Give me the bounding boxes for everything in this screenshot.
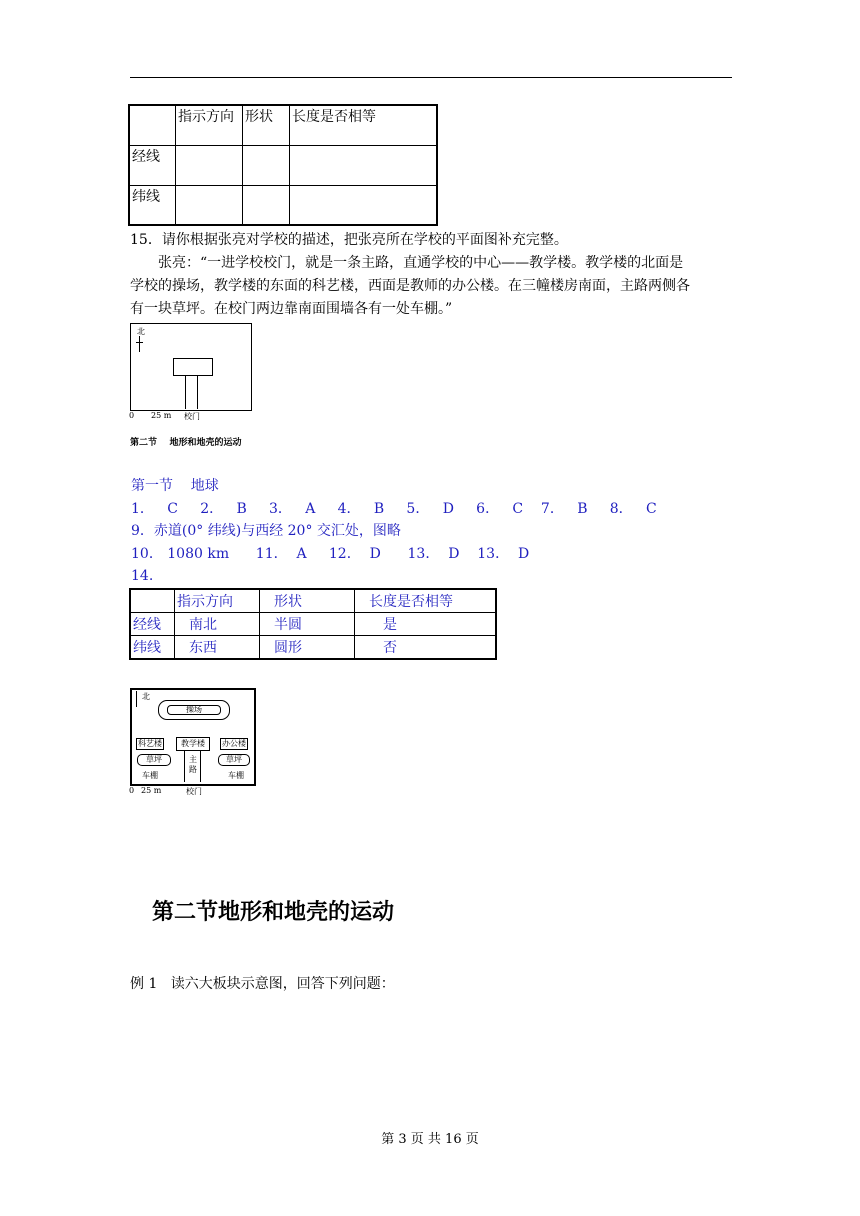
office-building: 办公楼 [222, 739, 246, 748]
teaching-building: 教学楼 [176, 737, 210, 751]
table-cell: 否 [355, 636, 497, 660]
table-cell [243, 145, 290, 185]
table-cell: 半圆 [260, 613, 355, 636]
lawn-left: 草坪 [137, 754, 171, 766]
science-building: 科艺楼 [138, 739, 162, 748]
answer-row-1: 1． C 2． B 3． A 4． B 5． D 6． C 7． B 8． C [131, 501, 657, 517]
answer-row-2: 9．赤道(0° 纬线)与西经 20° 交汇处，图略 [131, 523, 401, 539]
figure-caption: 第二节 地形和地壳的运动 [130, 438, 242, 448]
table-cell: 经线 [130, 613, 175, 636]
gate-label: 校门 [186, 787, 202, 796]
road-label-1: 主 [189, 755, 197, 764]
table-header-cell [129, 105, 176, 145]
scale-zero: 0 [129, 411, 135, 420]
shed-left: 车棚 [142, 771, 158, 780]
road-label-2: 路 [189, 765, 197, 774]
table-header-cell: 长度是否相等 [290, 105, 438, 145]
example-1: 例 1 读六大板块示意图，回答下列问题： [130, 976, 395, 992]
table-header-cell: 形状 [243, 105, 290, 145]
scale-label: 25 m [141, 786, 162, 795]
school-map-blank [130, 323, 252, 411]
playground: 操场 [167, 705, 221, 715]
quote-line-3: 有一块草坪。在校门两边靠南面围墙各有一处车棚。” [130, 301, 453, 317]
road-left-edge [184, 750, 185, 782]
table-cell [243, 185, 290, 225]
quote-line-2: 学校的操场，教学楼的东面的科艺楼，西面是教师的办公楼。在三幢楼房南面，主路两侧各 [130, 278, 690, 294]
quote-line-1: 张亮：“一进学校校门，就是一条主路，直通学校的中心——教学楼。教学楼的北面是 [158, 255, 684, 271]
table-header-cell: 指示方向 [176, 105, 243, 145]
table-cell: 纬线 [129, 185, 176, 225]
table-header-cell [130, 589, 175, 613]
table-cell [290, 145, 438, 185]
road-right-edge [197, 375, 198, 409]
answer-row-4: 14. [131, 568, 154, 584]
table-header-cell: 长度是否相等 [355, 589, 497, 613]
table-header-cell: 指示方向 [175, 589, 260, 613]
table-cell: 纬线 [130, 636, 175, 660]
page-footer: 第 3 页 共 16 页 [381, 1132, 479, 1147]
table-cell: 南北 [175, 613, 260, 636]
table-answer [129, 588, 497, 660]
table-cell: 是 [355, 613, 497, 636]
teaching-building [173, 358, 213, 376]
section-heading: 第二节地形和地壳的运动 [152, 900, 395, 925]
scale-zero: 0 [129, 786, 135, 795]
north-arrow-cross [136, 342, 143, 343]
playground-outer [158, 700, 230, 720]
scale-label: 25 m [151, 411, 172, 420]
road-left-edge [185, 375, 186, 409]
answer-title: 第一节 地球 [131, 478, 219, 494]
table-header-cell: 形状 [260, 589, 355, 613]
question-15: 15．请你根据张亮对学校的描述，把张亮所在学校的平面图补充完整。 [130, 232, 568, 248]
shed-right: 车棚 [228, 771, 244, 780]
north-arrow-icon [139, 336, 140, 352]
gate-label: 校门 [184, 412, 200, 421]
north-arrow-icon [136, 691, 137, 707]
table-blank [128, 104, 438, 226]
table-cell: 经线 [129, 145, 176, 185]
north-label: 北 [142, 692, 150, 701]
table-cell [176, 185, 243, 225]
school-map-completed [130, 688, 256, 786]
table-cell [290, 185, 438, 225]
table-cell: 圆形 [260, 636, 355, 660]
answer-row-3: 10． 1080 km 11． A 12． D 13． D 13． D [131, 546, 530, 562]
table-cell: 东西 [175, 636, 260, 660]
road-right-edge [200, 750, 201, 782]
lawn-right: 草坪 [218, 754, 250, 766]
north-label: 北 [137, 327, 145, 336]
header-rule [130, 77, 732, 78]
table-cell [176, 145, 243, 185]
